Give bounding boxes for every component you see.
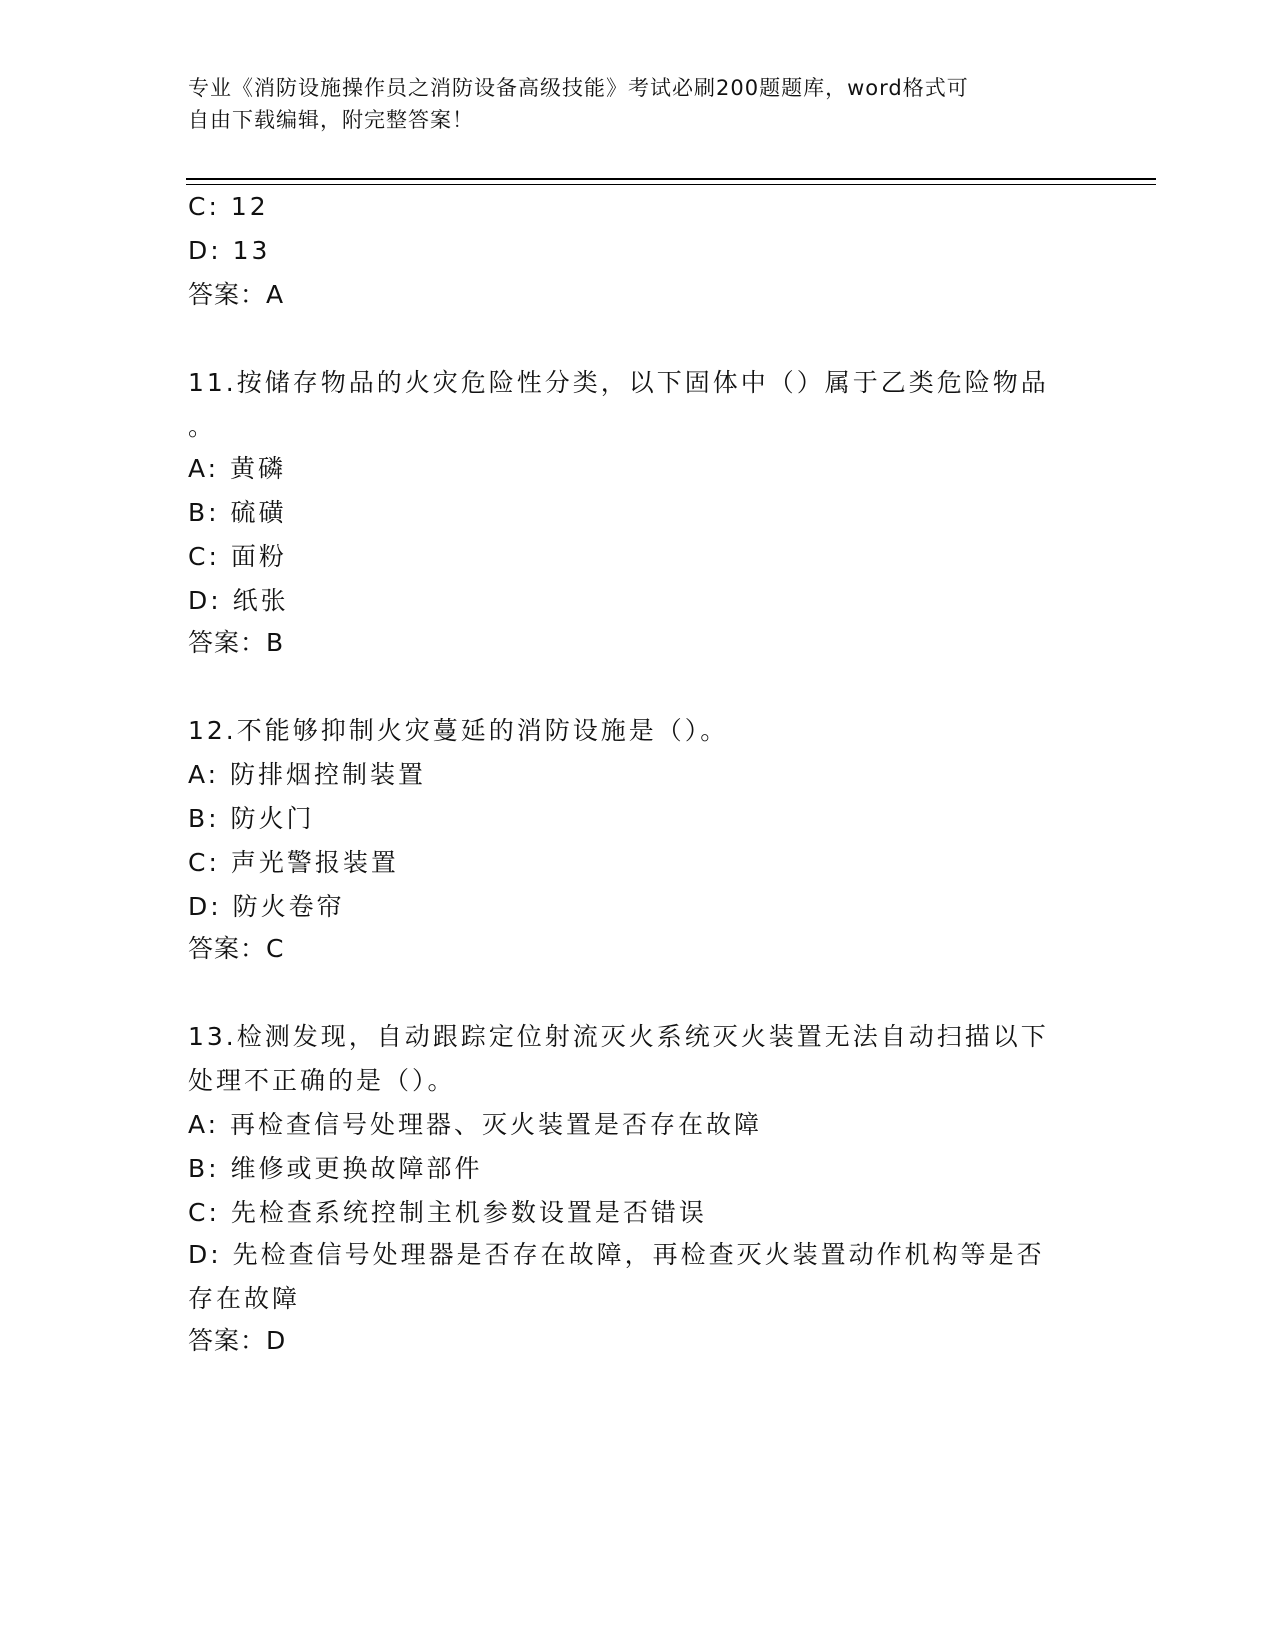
q11-stem-line-2: 。 <box>188 412 217 441</box>
q11-answer: 答案：B <box>188 628 285 657</box>
q11-option-b: B: 硫磺 <box>188 498 287 527</box>
q12-option-c: C: 声光警报装置 <box>188 848 399 877</box>
document-header <box>188 72 1088 136</box>
q13-option-c: C: 先检查系统控制主机参数设置是否错误 <box>188 1198 707 1227</box>
prev-answer: 答案：A <box>188 280 285 309</box>
q13-option-b: B: 维修或更换故障部件 <box>188 1154 483 1183</box>
q12-option-a: A: 防排烟控制装置 <box>188 760 427 789</box>
q13-option-a: A: 再检查信号处理器、灭火装置是否存在故障 <box>188 1110 763 1139</box>
q11-stem-line-1: 11.按储存物品的火灾危险性分类，以下固体中（）属于乙类危险物品 <box>188 368 1049 397</box>
prev-option-c: C: 12 <box>188 192 269 221</box>
header-line-2: 自由下载编辑，附完整答案！ <box>188 108 474 132</box>
q13-option-d-line-2: 存在故障 <box>188 1284 301 1313</box>
header-line-1: 专业《消防设施操作员之消防设备高级技能》考试必刷200题题库，word格式可 <box>188 76 969 100</box>
q11-option-c: C: 面粉 <box>188 542 287 571</box>
header-rule-thick <box>186 178 1156 180</box>
q11-option-d: D: 纸张 <box>188 586 289 615</box>
q12-answer: 答案：C <box>188 934 285 963</box>
q12-option-b: B: 防火门 <box>188 804 315 833</box>
prev-option-d: D: 13 <box>188 236 271 265</box>
q13-stem-line-1: 13.检测发现，自动跟踪定位射流灭火系统灭火装置无法自动扫描以下 <box>188 1022 1049 1051</box>
q13-answer: 答案：D <box>188 1326 287 1355</box>
q12-option-d: D: 防火卷帘 <box>188 892 345 921</box>
header-rule-thin <box>186 184 1156 185</box>
q11-option-a: A: 黄磷 <box>188 454 287 483</box>
q13-stem-line-2: 处理不正确的是（）。 <box>188 1066 456 1095</box>
q12-stem: 12.不能够抑制火灾蔓延的消防设施是（）。 <box>188 716 729 745</box>
q13-option-d-line-1: D: 先检查信号处理器是否存在故障，再检查灭火装置动作机构等是否 <box>188 1240 1045 1269</box>
